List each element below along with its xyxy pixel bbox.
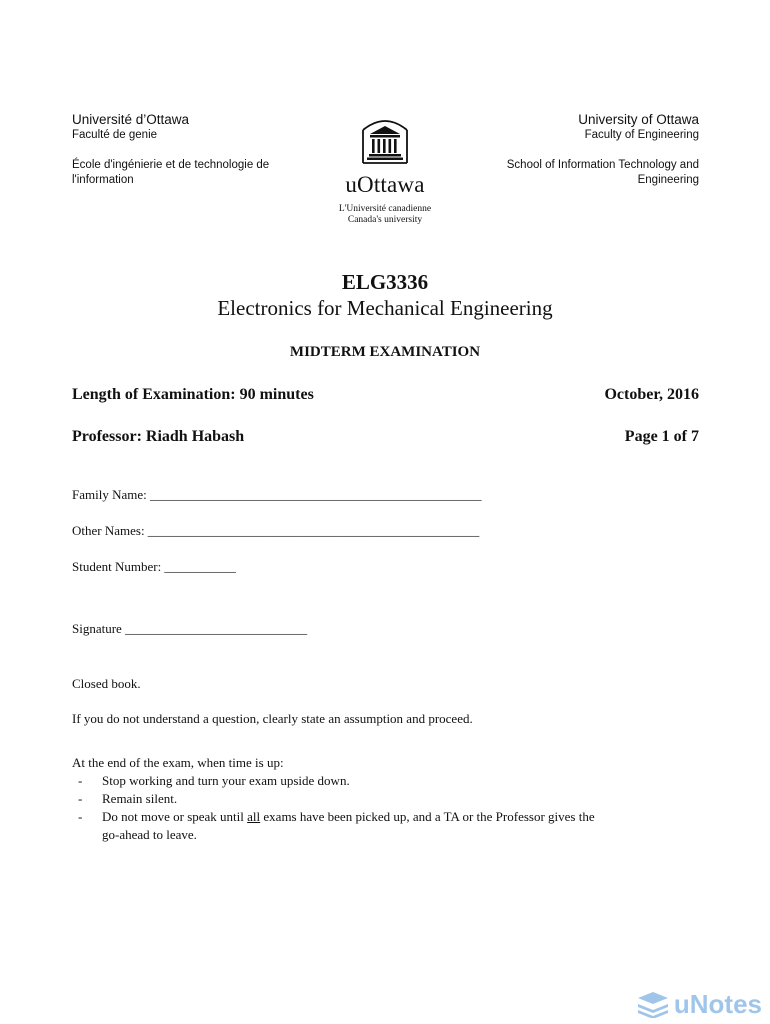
underlined-all: all bbox=[247, 809, 261, 824]
exam-length-row bbox=[72, 386, 699, 404]
exam-date: October, 2016 bbox=[604, 386, 699, 403]
uottawa-brand-text: uOttawa bbox=[345, 172, 425, 197]
student-number-field[interactable]: Student Number: ___________ bbox=[72, 559, 236, 574]
list-item: - Stop working and turn your exam upside down. bbox=[78, 773, 350, 788]
stacked-books-icon bbox=[636, 992, 670, 1018]
tagline-french: L'Université canadienne bbox=[338, 204, 432, 214]
list-item: - Do not move or speak until all exams have been picked up, and a TA or the Professor gives the go-ahead to leave. bbox=[78, 809, 595, 842]
tagline-english: Canada's university bbox=[347, 215, 423, 225]
assumption-note: If you do not understand a question, clearly state an assumption and proceed. bbox=[72, 711, 473, 726]
unotes-watermark bbox=[636, 989, 762, 1020]
school-name-fr-line2: l'information bbox=[72, 174, 134, 186]
end-of-exam-intro: At the end of the exam, when time is up: bbox=[72, 755, 284, 770]
faculty-name-fr: Faculté de genie bbox=[72, 129, 158, 141]
signature-field[interactable]: Signature ____________________________ bbox=[72, 621, 308, 636]
other-names-field[interactable]: Other Names: ___________________________________________________ bbox=[72, 523, 480, 538]
rules-list bbox=[72, 772, 692, 844]
university-building-icon bbox=[360, 110, 410, 166]
end-of-exam-instructions bbox=[72, 754, 692, 844]
exam-type: MIDTERM EXAMINATION bbox=[289, 344, 481, 360]
list-item: - Remain silent. bbox=[78, 791, 178, 806]
school-name-fr-line1: École d'ingénierie et de technologie de bbox=[72, 159, 270, 171]
exam-length: Length of Examination: 90 minutes bbox=[72, 386, 314, 403]
faculty-name-en: Faculty of Engineering bbox=[584, 129, 699, 141]
closed-book-note: Closed book. bbox=[72, 676, 141, 691]
school-name-en-line2: Engineering bbox=[637, 174, 699, 186]
page-number: Page 1 of 7 bbox=[624, 428, 699, 445]
header-right-english bbox=[439, 112, 699, 188]
family-name-field[interactable]: Family Name: ___________________________________________________ bbox=[72, 487, 482, 502]
university-name-en: University of Ottawa bbox=[578, 112, 699, 127]
header-left-french bbox=[72, 112, 322, 188]
uottawa-logo bbox=[320, 110, 450, 226]
course-title: Electronics for Mechanical Engineering bbox=[217, 296, 553, 320]
professor-name: Professor: Riadh Habash bbox=[72, 428, 245, 445]
professor-row bbox=[72, 428, 699, 446]
course-code: ELG3336 bbox=[341, 270, 429, 294]
school-name-en-line1: School of Information Technology and bbox=[506, 159, 699, 171]
watermark-text: uNotes bbox=[673, 989, 762, 1019]
university-name-fr: Université d’Ottawa bbox=[72, 112, 190, 127]
